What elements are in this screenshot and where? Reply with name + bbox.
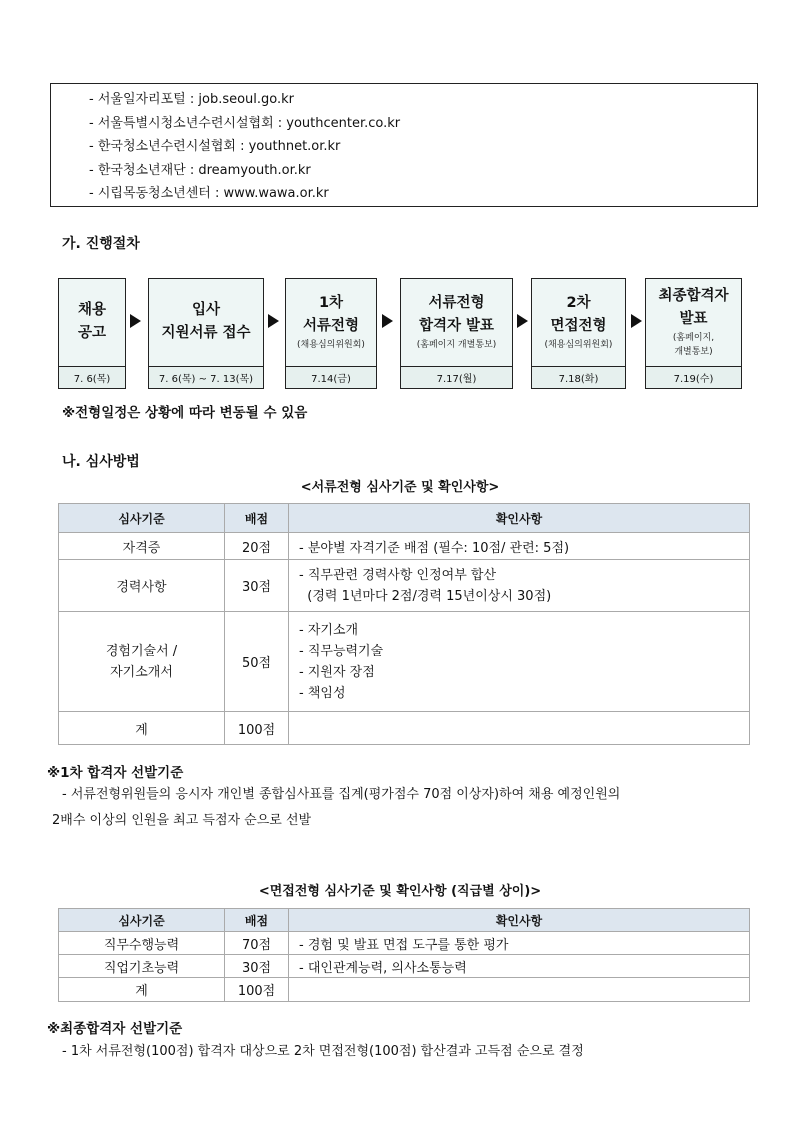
column-header: 심사기준 [59, 909, 225, 932]
score-cell: 30점 [225, 955, 289, 978]
step-label: 면접전형 [550, 318, 607, 334]
step-interview [531, 278, 626, 389]
criteria-cell: 직무수행능력 [59, 932, 225, 955]
section-a-title: 가. 진행절차 [62, 236, 140, 252]
step-recruit-notice [58, 278, 126, 389]
table-header-row [59, 504, 750, 533]
step-note: (홈페이지 개별통보) [416, 340, 497, 350]
arrow-right-icon [268, 314, 279, 328]
step-note: (채용심의위원회) [544, 340, 613, 350]
section-b-title: 나. 심사방법 [62, 454, 140, 470]
criteria-cell: 경력사항 [59, 560, 225, 612]
column-header: 확인사항 [289, 909, 750, 932]
criteria-cell: 계 [59, 978, 225, 1002]
score-cell: 50점 [225, 612, 289, 712]
table-row [59, 955, 750, 978]
first-pass-title: ※1차 합격자 선발기준 [47, 765, 184, 781]
step-date: 7.17(월) [401, 366, 512, 388]
detail-cell [289, 612, 750, 712]
detail-cell: - 대인관계능력, 의사소통능력 [289, 955, 750, 978]
first-pass-text: - 서류전형위원들의 응시자 개인별 종합심사표를 집계(평가점수 70점 이상자)하여 채용 예정인원의 [62, 787, 621, 802]
final-pass-text: - 1차 서류전형(100점) 합격자 대상으로 2차 면접전형(100점) 합산결과 고득점 순으로 결정 [62, 1044, 584, 1059]
score-cell: 30점 [225, 560, 289, 612]
recruitment-links-box [50, 83, 758, 207]
step-document-result [400, 278, 513, 389]
step-date: 7.18(화) [532, 366, 625, 388]
table-row [59, 612, 750, 712]
step-date: 7.19(수) [646, 366, 741, 388]
step-label: 서류전형 [302, 318, 360, 334]
step-date: 7. 6(목) [59, 366, 125, 388]
step-label: 2차 [566, 295, 591, 311]
detail-cell: - 경험 및 발표 면접 도구를 통한 평가 [289, 932, 750, 955]
step-note: (채용심의위원회) [297, 340, 365, 350]
arrow-right-icon [130, 314, 141, 328]
column-header: 배점 [225, 504, 289, 533]
column-header: 심사기준 [59, 504, 225, 533]
document-screening-table [58, 503, 750, 745]
step-note: (홈페이지, [672, 333, 715, 343]
detail-line: - 직무능력기술 [299, 643, 384, 659]
detail-line: (경력 1년마다 2점/경력 15년이상시 30점) [299, 588, 552, 604]
step-label: 지원서류 접수 [161, 325, 251, 341]
criteria-cell: 계 [59, 712, 225, 745]
score-cell: 100점 [225, 978, 289, 1002]
step-note: 개별통보) [674, 347, 713, 357]
links-list [51, 84, 757, 206]
table-row [59, 533, 750, 560]
step-application [148, 278, 264, 389]
criteria-cell: 자격증 [59, 533, 225, 560]
detail-line: - 지원자 장점 [299, 664, 375, 680]
detail-cell [289, 560, 750, 612]
interview-screening-table [58, 908, 750, 1002]
score-cell: 100점 [225, 712, 289, 745]
link-item: - 시립목동청소년센터 : www.wawa.or.kr [89, 186, 329, 201]
score-cell: 70점 [225, 932, 289, 955]
step-label: 합격자 발표 [418, 318, 495, 334]
table-header-row [59, 909, 750, 932]
step-label: 발표 [679, 311, 708, 327]
step-date: 7. 6(목) ~ 7. 13(목) [149, 366, 263, 388]
document-table-caption: <서류전형 심사기준 및 확인사항> [300, 480, 500, 495]
step-document-screening [285, 278, 377, 389]
table-total-row [59, 978, 750, 1002]
criteria-cell: 직업기초능력 [59, 955, 225, 978]
link-item: - 한국청소년재단 : dreamyouth.or.kr [89, 162, 311, 178]
step-label: 최종합격자 [658, 288, 729, 304]
arrow-right-icon [631, 314, 642, 328]
step-label: 채용 [77, 302, 106, 318]
process-flow [58, 278, 742, 389]
first-pass-text: 2배수 이상의 인원을 최고 득점자 순으로 선발 [52, 813, 312, 828]
link-item: - 서울일자리포털 : job.seoul.go.kr [89, 92, 295, 107]
criteria-line: 경험기술서 / [105, 643, 178, 659]
step-label: 입사 [191, 302, 220, 318]
table-row [59, 932, 750, 955]
detail-cell: - 분야별 자격기준 배점 (필수: 10점/ 관련: 5점) [289, 533, 750, 560]
detail-cell [289, 978, 750, 1002]
table-total-row [59, 712, 750, 745]
detail-line: - 직무관련 경력사항 인정여부 합산 [299, 567, 497, 583]
column-header: 확인사항 [289, 504, 750, 533]
arrow-right-icon [517, 314, 528, 328]
final-pass-title: ※최종합격자 선발기준 [47, 1021, 183, 1037]
table-row [59, 560, 750, 612]
step-label: 1차 [318, 295, 344, 311]
criteria-line: 자기소개서 [110, 664, 173, 680]
step-date: 7.14(금) [286, 366, 376, 388]
arrow-right-icon [382, 314, 393, 328]
step-label: 공고 [77, 325, 106, 341]
step-label: 서류전형 [428, 295, 485, 311]
link-item: - 서울특별시청소년수련시설협회 : youthcenter.co.kr [89, 115, 401, 131]
criteria-cell [59, 612, 225, 712]
detail-cell [289, 712, 750, 745]
column-header: 배점 [225, 909, 289, 932]
schedule-note: ※전형일정은 상황에 따라 변동될 수 있음 [62, 405, 308, 421]
link-item: - 한국청소년수련시설협회 : youthnet.or.kr [89, 139, 341, 154]
detail-line: - 자기소개 [299, 622, 359, 638]
interview-table-caption: <면접전형 심사기준 및 확인사항 (직급별 상이)> [258, 884, 542, 899]
score-cell: 20점 [225, 533, 289, 560]
detail-line: - 책임성 [299, 685, 346, 701]
step-final-result [645, 278, 742, 389]
